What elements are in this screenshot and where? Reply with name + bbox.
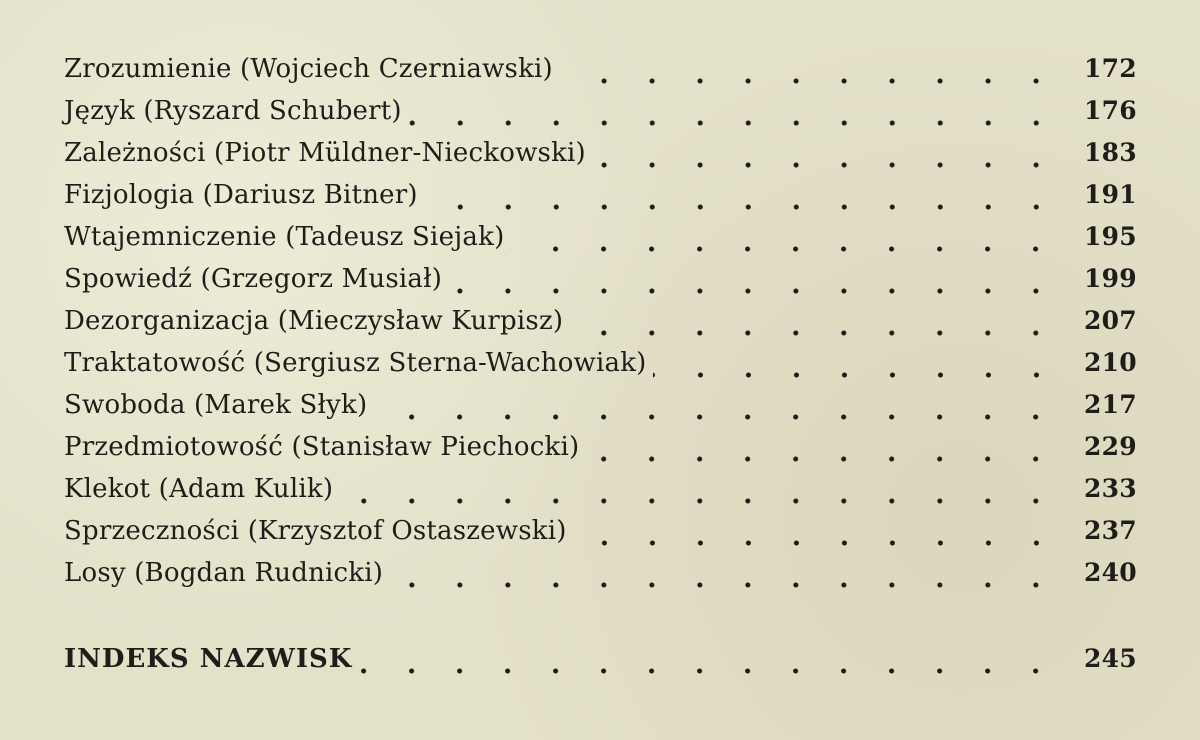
toc-entry-title: Spowiedź (Grzegorz Musiał) — [64, 264, 443, 294]
dot-leader — [592, 132, 1066, 174]
toc-entry-title: Dezorganizacja (Mieczysław Kurpisz) — [64, 306, 564, 336]
dot-leader — [559, 48, 1066, 90]
index-page: 245 — [1084, 644, 1137, 673]
index-title: INDEKS NAZWISK — [64, 644, 353, 674]
section-gap — [64, 594, 1136, 638]
toc-entry — [64, 90, 1136, 132]
table-of-contents — [64, 48, 1136, 680]
toc-entry-page: 240 — [1084, 558, 1137, 587]
dot-leader — [448, 258, 1066, 300]
toc-entry-page: 191 — [1084, 180, 1137, 209]
dot-leader — [585, 426, 1066, 468]
toc-entry — [64, 552, 1136, 594]
toc-entry — [64, 468, 1136, 510]
dot-leader — [653, 342, 1066, 384]
dot-leader — [373, 384, 1066, 426]
toc-entry-title: Traktatowość (Sergiusz Sterna-Wachowiak) — [64, 348, 647, 378]
toc-entry-page: 237 — [1084, 516, 1137, 545]
toc-entry-page: 176 — [1084, 96, 1137, 125]
dot-leader — [408, 90, 1066, 132]
toc-entry-title: Wtajemniczenie (Tadeusz Siejak) — [64, 222, 505, 252]
toc-entry-title: Klekot (Adam Kulik) — [64, 474, 334, 504]
toc-entry — [64, 258, 1136, 300]
toc-entry-page: 217 — [1084, 390, 1137, 419]
dot-leader — [573, 510, 1066, 552]
toc-entry-page: 233 — [1084, 474, 1137, 503]
toc-entry-title: Zrozumienie (Wojciech Czerniawski) — [64, 54, 553, 84]
toc-entry — [64, 216, 1136, 258]
toc-entry — [64, 132, 1136, 174]
toc-entry-page: 199 — [1084, 264, 1137, 293]
toc-entry-title: Przedmiotowość (Stanisław Piechocki) — [64, 432, 580, 462]
dot-leader — [389, 552, 1066, 594]
toc-entry-page: 183 — [1084, 138, 1137, 167]
toc-entry-title: Swoboda (Marek Słyk) — [64, 390, 368, 420]
toc-entry-index — [64, 638, 1136, 680]
toc-entry — [64, 426, 1136, 468]
dot-leader — [510, 216, 1066, 258]
toc-entry-page: 195 — [1084, 222, 1137, 251]
toc-entry-title: Losy (Bogdan Rudnicki) — [64, 558, 384, 588]
toc-entry — [64, 300, 1136, 342]
dot-leader — [569, 300, 1066, 342]
dot-leader — [358, 638, 1066, 680]
toc-entry-title: Sprzeczności (Krzysztof Ostaszewski) — [64, 516, 567, 546]
toc-entry — [64, 510, 1136, 552]
toc-entry-page: 210 — [1084, 348, 1137, 377]
toc-entry-page: 207 — [1084, 306, 1137, 335]
toc-entry — [64, 48, 1136, 90]
dot-leader — [339, 468, 1066, 510]
toc-entry — [64, 174, 1136, 216]
toc-entry-page: 172 — [1084, 54, 1137, 83]
toc-entry-title: Fizjologia (Dariusz Bitner) — [64, 180, 418, 210]
toc-entry-title: Język (Ryszard Schubert) — [64, 96, 402, 126]
toc-entry — [64, 342, 1136, 384]
toc-entry-title: Zależności (Piotr Müldner-Nieckowski) — [64, 138, 586, 168]
dot-leader — [424, 174, 1066, 216]
toc-entry — [64, 384, 1136, 426]
toc-entry-page: 229 — [1084, 432, 1137, 461]
